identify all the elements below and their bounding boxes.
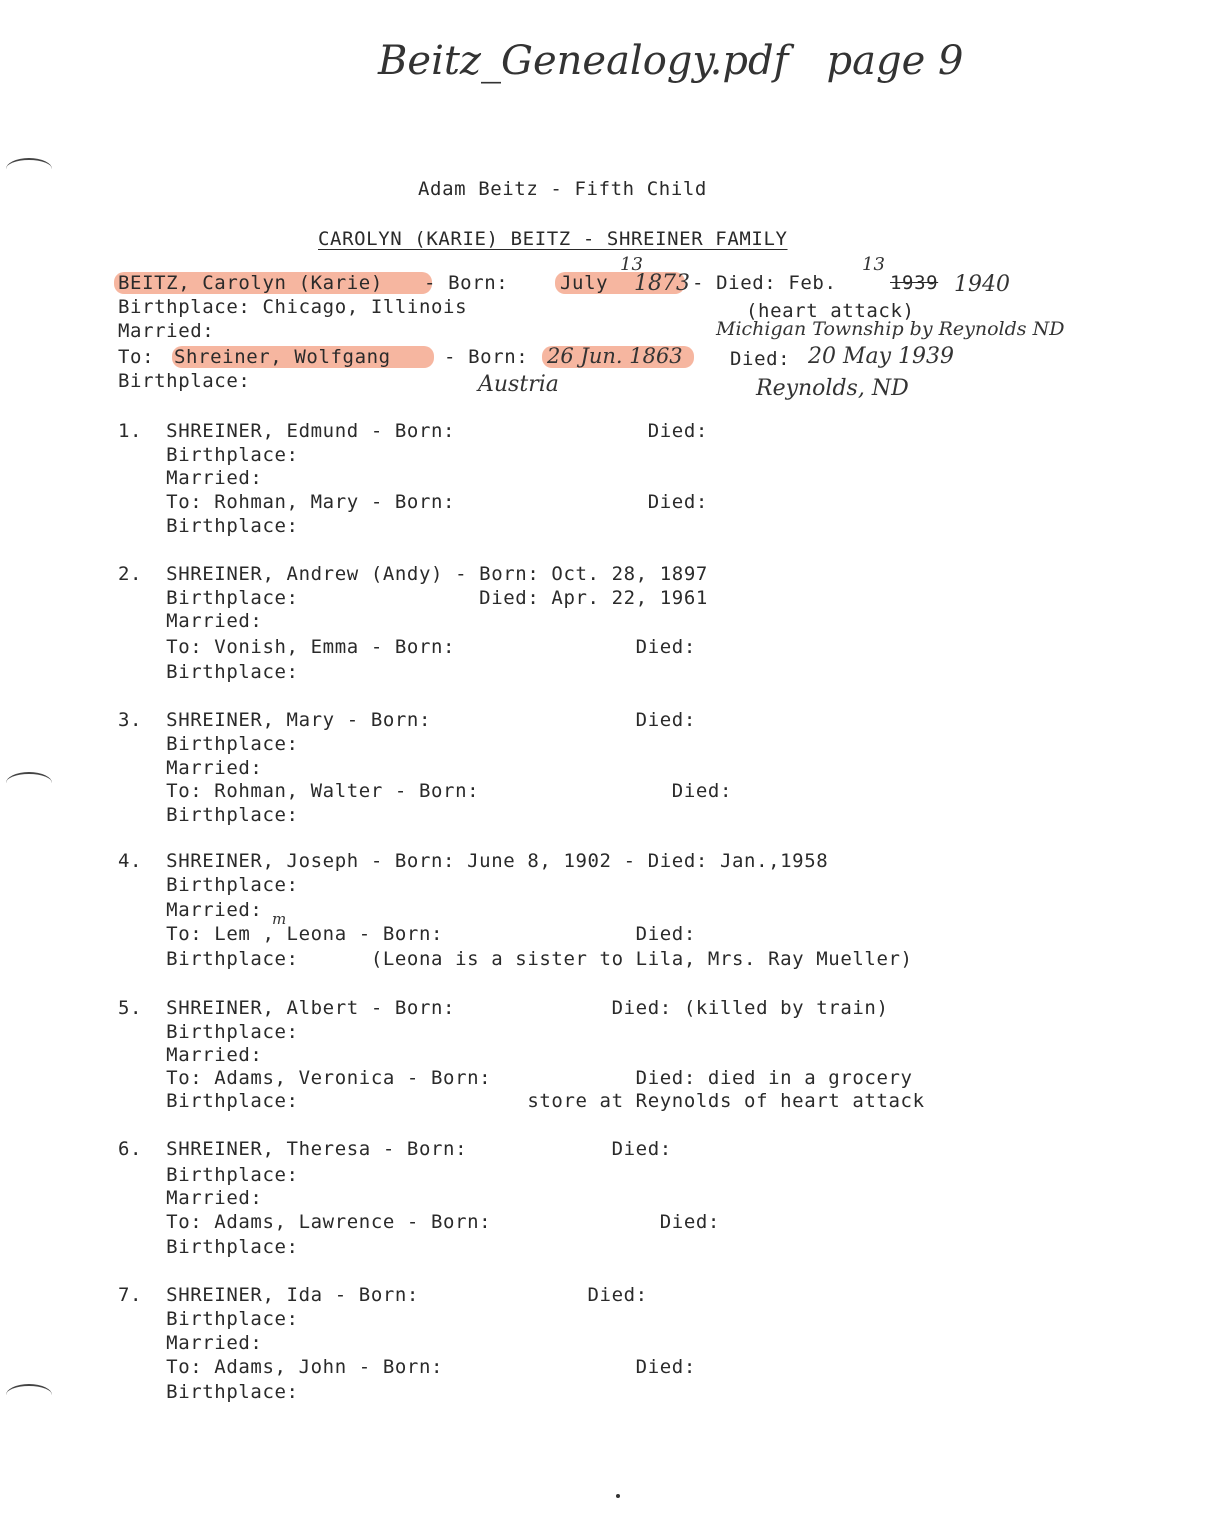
entry-line: To: Rohman, Mary - Born: Died: — [118, 491, 708, 513]
ink-speck — [616, 1494, 620, 1498]
entry-line: 7. SHREINER, Ida - Born: Died: — [118, 1284, 648, 1306]
family-heading: CAROLYN (KARIE) BEITZ - SHREINER FAMILY — [318, 228, 788, 250]
main-born-label: - Born: — [412, 272, 521, 294]
entry-line: Married: — [118, 610, 263, 632]
entry-line: Birthplace: store at Reynolds of heart attack — [118, 1090, 925, 1112]
main-name: BEITZ, Carolyn (Karie) — [118, 272, 383, 294]
entry-line: To: Adams, John - Born: Died: — [118, 1356, 696, 1378]
entry-line: To: Vonish, Emma - Born: Died: — [118, 636, 696, 658]
entry-line: Married: — [118, 1332, 263, 1354]
main-married: Married: — [118, 320, 215, 342]
entry-line: Birthplace: — [118, 804, 299, 826]
entry-line: Birthplace: — [118, 444, 299, 466]
punch-hole-mark — [6, 1384, 52, 1406]
entry-line: To: Adams, Veronica - Born: Died: died in a grocery — [118, 1067, 913, 1089]
entry-line: Birthplace: — [118, 661, 299, 683]
handwritten-file-note: Beitz_Genealogy.pdf page 9 — [378, 38, 964, 84]
main-born-year-handwritten: 1873 — [634, 271, 690, 296]
main-born-month: July — [560, 272, 609, 294]
entry-line: Birthplace: Died: Apr. 22, 1961 — [118, 587, 708, 609]
main-burial-handwritten: Michigan Township by Reynolds ND — [716, 318, 1065, 340]
main-died-year-struck: 1939 — [890, 272, 939, 294]
entry-line: Married: — [118, 757, 263, 779]
handwritten-correction: m — [272, 910, 287, 928]
punch-hole-mark — [6, 772, 52, 794]
entry-line: Birthplace: — [118, 1021, 299, 1043]
spouse-to-label: To: — [118, 346, 167, 368]
main-birthplace: Birthplace: Chicago, Illinois — [118, 296, 468, 318]
entry-line: Married: — [118, 1187, 263, 1209]
entry-line: Married: — [118, 1044, 263, 1066]
entry-line: 4. SHREINER, Joseph - Born: June 8, 1902 - Died: Jan.,1958 — [118, 850, 829, 872]
entry-line: Birthplace: — [118, 515, 299, 537]
entry-line: 5. SHREINER, Albert - Born: Died: (killed by train) — [118, 997, 889, 1019]
entry-line: Birthplace: — [118, 1236, 299, 1258]
main-died-label: - Died: Feb. — [680, 272, 837, 294]
punch-hole-mark — [6, 158, 52, 180]
spouse-died-handwritten: 20 May 1939 — [808, 344, 955, 369]
page-title: Adam Beitz - Fifth Child — [418, 178, 707, 200]
entry-line: Married: — [118, 899, 263, 921]
main-died-year-handwritten: 1940 — [954, 272, 1010, 297]
entry-line: 6. SHREINER, Theresa - Born: Died: — [118, 1138, 672, 1160]
entry-line: Birthplace: — [118, 1381, 299, 1403]
spouse-died-label: Died: — [730, 348, 791, 370]
spouse-born-label: - Born: — [432, 346, 529, 368]
entry-line: To: Rohman, Walter - Born: Died: — [118, 780, 732, 802]
entry-line: Married: — [118, 467, 263, 489]
entry-line: Birthplace: — [118, 874, 299, 896]
entry-line: Birthplace: — [118, 1308, 299, 1330]
main-died-day-handwritten: 13 — [862, 254, 885, 275]
entry-line: Birthplace: (Leona is a sister to Lila, Mrs. Ray Mueller) — [118, 948, 913, 970]
spouse-born-handwritten: 26 Jun. 1863 — [547, 344, 683, 368]
spouse-name: Shreiner, Wolfgang — [174, 346, 391, 368]
entry-line: To: Lem , Leona - Born: Died: — [118, 923, 696, 945]
spouse-birthplace: Birthplace: — [118, 370, 251, 392]
spouse-birthplace-handwritten: Austria — [478, 372, 559, 397]
entry-line: To: Adams, Lawrence - Born: Died: — [118, 1211, 720, 1233]
entry-line: Birthplace: — [118, 733, 299, 755]
entry-line: Birthplace: — [118, 1164, 299, 1186]
main-born-day-handwritten: 13 — [620, 254, 643, 275]
entry-line: 3. SHREINER, Mary - Born: Died: — [118, 709, 696, 731]
main-death-cause: (heart attack) — [746, 300, 915, 322]
spouse-deathplace-handwritten: Reynolds, ND — [756, 376, 909, 401]
entry-line: 2. SHREINER, Andrew (Andy) - Born: Oct. 28, 1897 — [118, 563, 708, 585]
entry-line: 1. SHREINER, Edmund - Born: Died: — [118, 420, 708, 442]
